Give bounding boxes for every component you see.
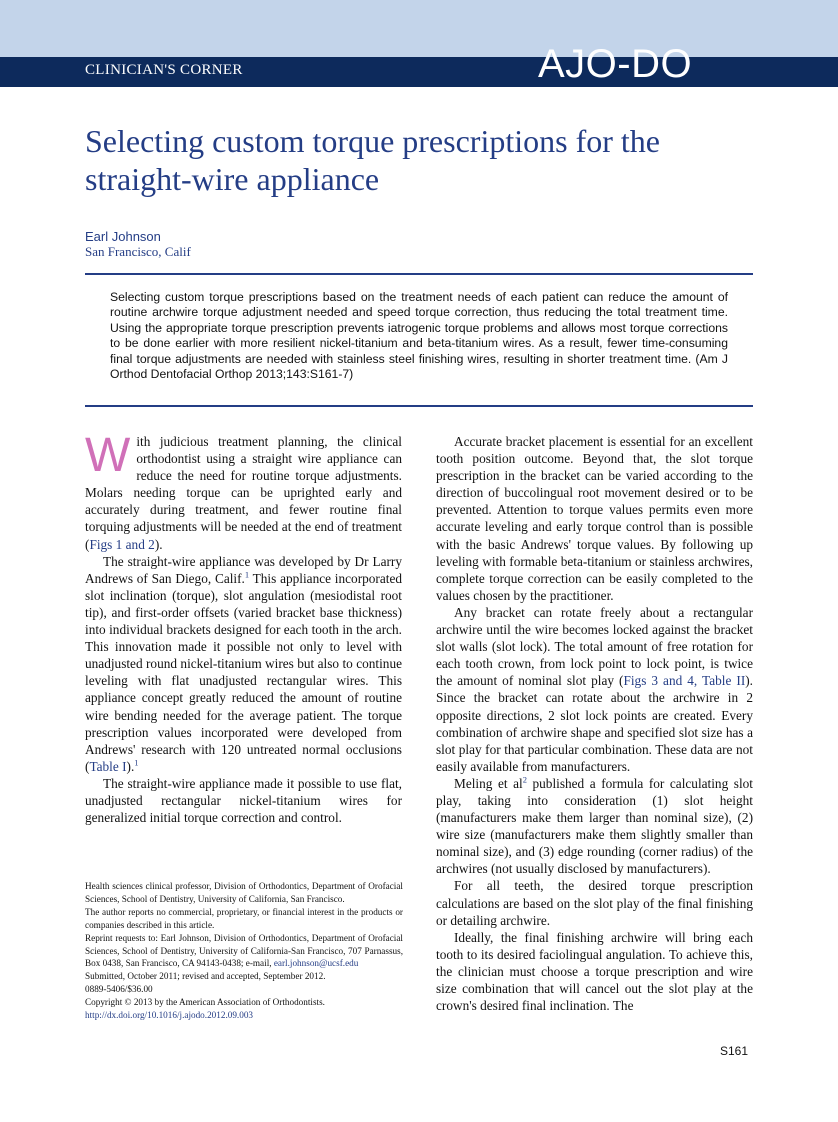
drop-cap: W (85, 429, 131, 482)
page-number: S161 (720, 1044, 749, 1058)
left-column (85, 429, 402, 826)
citation-link[interactable]: 1 (244, 569, 250, 580)
citation-link[interactable]: 1 (134, 757, 139, 768)
paragraph-8: Ideally, the final finishing archwire will bring each tooth to its desired faciolingual angulation. To achieve this, the clinician must choose a torque prescription and wire size combination that will cancel out the slot play at the crown's desired final inclination. The (436, 929, 753, 1014)
doi-link[interactable]: http://dx.doi.org/10.1016/j.ajodo.2012.09.003 (85, 1010, 254, 1021)
paragraph-5: Any bracket can rotate freely about a rectangular archwire until the wire becomes locked against the bracket slot walls (slot lock). The total amount of free rotation for each tooth crown, from lock point to lock point, is twice the amount of nominal slot play (Figs 3 and 4, Table II). Since the bracket can rotate about the archwire in 2 opposite directions, 2 slot lock points are created. Every combination of archwire shape and specified slot size has a slot play for that particular combination. These data are not easily available from manufacturers. (436, 604, 754, 774)
section-label: CLINICIAN'S CORNER (85, 62, 243, 78)
abstract-top-rule (85, 273, 753, 275)
abstract-bottom-rule (85, 405, 753, 407)
footnote-issn: 0889-5406/$36.00 (85, 984, 153, 995)
footnote-reprint: Reprint requests to: Earl Johnson, Division of Orthodontics, Department of Orofacial Sciences, School of Dentistry, University of California-San Francisco, 707 Parnassus, Box 0438, San Francisco, CA 94143-0438; e-mail, earl.johnson@ucsf.edu (85, 932, 403, 969)
footnote-copyright: Copyright © 2013 by the American Association of Orthodontists. (85, 997, 325, 1008)
paragraph-1: With judicious treatment planning, the clinical orthodontist using a straight wire appliance can reduce the need for routine torque adjustments. Molars needing torque can be uprighted early and accurately during treatment, and fewer routine final torquing adjustments will be needed at the end of treatment (Figs 1 and 2). (85, 429, 402, 552)
table-link[interactable]: Table I (89, 758, 127, 774)
author-name: Earl Johnson (85, 229, 161, 244)
citation-link[interactable]: 2 (522, 774, 527, 785)
footnote-affiliation: Health sciences clinical professor, Division of Orthodontics, Department of Orofacial Sciences, School of Dentistry, University of California, San Francisco. (85, 881, 403, 904)
figure-link[interactable]: Figs 3 and 4, Table II (623, 673, 746, 689)
footnote-disclosure: The author reports no commercial, proprietary, or financial interest in the products or companies described in this article. (85, 906, 403, 930)
email-link[interactable]: earl.johnson@ucsf.edu (273, 958, 359, 969)
footnotes (85, 880, 403, 1022)
article-title: Selecting custom torque prescriptions for the straight-wire appliance (85, 123, 660, 197)
right-column (436, 433, 753, 1014)
paragraph-6: Meling et al$^2$ published a formula for calculating slot play, taking into consideration (1) slot height (manufacturers make them larger than nominal size), (2) wire size (manufacturers make them slightly smaller than nominal size), and (3) edge rounding (corner radius) of the archwires (not usually disclosed by manufacturers). (436, 774, 753, 877)
journal-logo: AJO-DO (538, 42, 693, 86)
header-top-band (0, 0, 838, 57)
paragraph-7: For all teeth, the desired torque prescription calculations are based on the slot play of the final finishing or detailing archwire. (436, 878, 753, 928)
abstract: Selecting custom torque prescriptions based on the treatment needs of each patient can reduce the amount of routine archwire torque adjustment needed and speed torque correction, thus reducing the total treatment time. Using the appropriate torque prescription prevents iatrogenic torque problems and allows most torque corrections to be done earlier with more resilient nickel-titanium and beta-titanium wires. As a result, fewer time-consuming final torque adjustments are needed with stainless steel finishing wires, resulting in shorter treatment time. (Am J Orthod Dentofacial Orthop 2013;143:S161-7) (110, 290, 728, 382)
paragraph-2: The straight-wire appliance was developed by Dr Larry Andrews of San Diego, Calif.$^1$ This appliance incorporated slot inclination (torque), slot angulation (mesiodistal root tip), and first-order offsets (varied bracket base thickness) into individual brackets designed for each tooth in the arch. This innovation made it possible not only to level with unadjusted round nickel-titanium wires but also to continue leveling with flat unadjusted rectangular wires. This appliance concept greatly reduced the amount of routine wire bending needed for the average patient. The torque prescription values incorporated were developed from Andrews' research with 120 untreated normal occlusions (Table I).$^1$ (85, 553, 402, 774)
author-location: San Francisco, Calif (85, 244, 191, 259)
figure-link[interactable]: Figs 1 and 2 (89, 536, 155, 552)
paragraph-4: Accurate bracket placement is essential for an excellent tooth position outcome. Beyond that, the slot torque prescription in the bracket can be varied according to the direction of buccolingual root movement desired or to be prevented. Attention to torque values permits even more accurate leveling and early torque control than is possible with the basic Andrews' torque values. By following up leveling with formable beta-titanium or stainless archwires, complete torque correction can be easily completed to the values chosen by the practitioner. (436, 434, 753, 603)
footnote-submitted: Submitted, October 2011; revised and accepted, September 2012. (85, 971, 326, 982)
paragraph-3: The straight-wire appliance made it possible to use flat, unadjusted rectangular nickel-titanium wires for generalized initial torque correction and control. (85, 775, 402, 826)
